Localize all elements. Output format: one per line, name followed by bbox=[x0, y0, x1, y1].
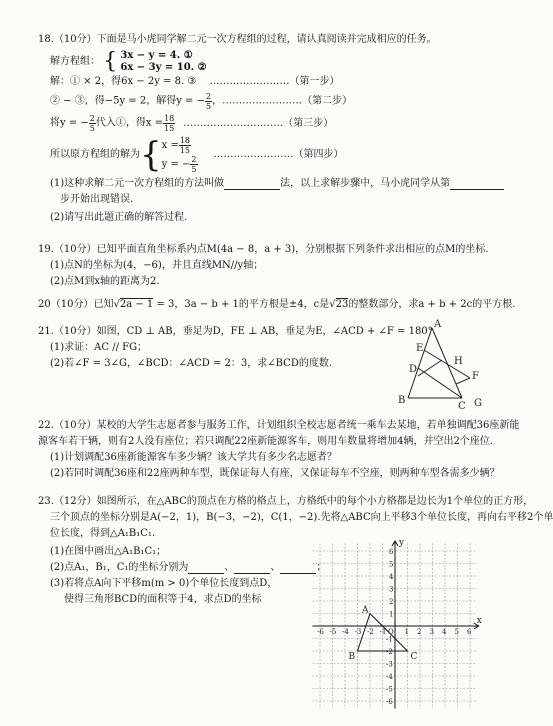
q18-step4-text: 所以原方程组的解为 bbox=[50, 149, 140, 160]
x-tick-label: 3 bbox=[429, 628, 434, 636]
sqrt-icon: √ bbox=[113, 299, 120, 310]
fig-label-H: H bbox=[454, 356, 463, 367]
x-tick-label: 2 bbox=[417, 628, 422, 636]
y-tick-label: 5 bbox=[389, 560, 394, 569]
x-tick-label: -2 bbox=[367, 628, 374, 636]
q18-task1: (1)这种求解二元一次方程组的方法叫做 法，以上求解步骤中，马小虎同学从第 bbox=[50, 178, 504, 190]
q23-task2: (2)点A₁，B₁，C₁的坐标分别为 、 、 ； bbox=[50, 562, 327, 573]
q18-step3-text-a: 将y = − bbox=[50, 117, 89, 129]
x-tick-label: -6 bbox=[317, 628, 324, 636]
q23-line1: 23.（12分）如图所示，在△ABC的顶点在方格的格点上，方格纸中的每个小方格都是边长为1个单位的正方形， bbox=[38, 496, 534, 507]
q18-step3-text-b: 代入①，得x = bbox=[95, 117, 164, 129]
q19-task1: (1)点N的坐标为(4，−6)，并且直线MN//y轴； bbox=[50, 260, 264, 271]
answer-blank[interactable] bbox=[234, 573, 270, 574]
x-tick-label: -3 bbox=[354, 628, 362, 636]
y-tick-label: -3 bbox=[386, 660, 393, 669]
fig-label-D: D bbox=[409, 364, 418, 375]
q18-step2-tag: ，……………………（第二步） bbox=[212, 95, 353, 107]
x-tick-label: -1 bbox=[379, 628, 387, 636]
answer-blank[interactable] bbox=[224, 189, 280, 190]
q18-header: 18.（10分）下面是马小虎同学解二元一次方程组的过程，请认真阅读并完成相应的任务。 bbox=[38, 34, 437, 45]
fig-label-G: G bbox=[474, 398, 482, 409]
left-brace-icon: { bbox=[103, 49, 118, 74]
answer-blank[interactable] bbox=[188, 573, 224, 574]
q18-task1-cont: 步开始出现错误. bbox=[60, 194, 134, 205]
q18-step3-frac-x: $\frac{18}{15}$ bbox=[164, 114, 175, 133]
q18-step2-frac: $\frac{2}{5}$ bbox=[206, 92, 212, 111]
q18-eq2: 6x − 3y = 10. ② bbox=[120, 62, 207, 73]
q18-step3-frac-y: $\frac{2}{5}$ bbox=[89, 114, 95, 133]
q22-line2: 源客车若干辆，则有2人没有座位；若只调配22座新能源客车，则用车数量将增加4辆，并空出2个座位. bbox=[38, 436, 493, 447]
y-tick-label: 3 bbox=[389, 585, 394, 594]
point-label-A: A bbox=[362, 605, 369, 616]
x-tick-label: 6 bbox=[467, 628, 472, 636]
y-tick-label: -5 bbox=[386, 685, 393, 694]
q21-task2: (2)若∠F = 3∠G，∠BCD：∠ACD = 2：3，求∠BCD的度数. bbox=[50, 358, 333, 369]
q21-geometry-figure bbox=[396, 318, 496, 410]
x-axis-label: x bbox=[476, 616, 482, 626]
fig-label-A: A bbox=[434, 319, 442, 330]
q21-header: 21.（10分）如图，CD ⊥ AB，垂足为D，FE ⊥ AB，垂足为E，∠ACD + ∠F = 180°. bbox=[38, 326, 436, 337]
segment-EF bbox=[424, 350, 470, 378]
q18-step1-text: 解：① × 2，得6x − 2y = 8. ③ bbox=[50, 76, 197, 87]
q18-step4-tag: ……………………（第四步） bbox=[213, 149, 344, 160]
q23-task4: 使得三角形BCD的面积等于4，求点D的坐标 bbox=[64, 594, 262, 605]
fig-label-E: E bbox=[416, 343, 424, 354]
x-tick-label: 1 bbox=[404, 628, 409, 636]
q18-step2-text: ② − ③，得−5y = 2，解得y = − bbox=[50, 95, 205, 107]
q22-task1: (1)计划调配36座新能源客车多少辆？该大学共有多少名志愿者？ bbox=[50, 452, 337, 463]
q18-system bbox=[50, 50, 207, 74]
y-tick-label: 2 bbox=[389, 598, 394, 606]
q23-task1: (1)在图中画出△A₁B₁C₁； bbox=[50, 546, 167, 557]
q18-system-label: 解方程组： bbox=[50, 56, 100, 67]
q18-step3 bbox=[50, 114, 333, 136]
fig-label-F: F bbox=[472, 371, 479, 382]
y-tick-label: -6 bbox=[386, 698, 393, 706]
left-brace-icon: { bbox=[140, 135, 162, 175]
x-tick-label: -5 bbox=[329, 628, 337, 636]
fig-label-C: C bbox=[458, 401, 466, 412]
q19-header: 19.（10分）已知平面直角坐标系内点M(4a − 8，a + 3)，分别根据下列条件求出相应的点M的坐标. bbox=[38, 244, 489, 255]
y-tick-label: 4 bbox=[389, 573, 394, 581]
point-label-B: B bbox=[348, 652, 356, 662]
q22-line1: 22.（10分）某校的大学生志愿者参与服务工作，计划组织全校志愿者统一乘车去某地，若单独调配36座新能 bbox=[38, 420, 520, 431]
q18-eq1: 3x − y = 4. ① bbox=[120, 50, 193, 61]
y-tick-label: -2 bbox=[386, 648, 393, 656]
y-axis-label: y bbox=[399, 538, 405, 548]
origin-label: O bbox=[388, 628, 394, 636]
x-tick-label: -4 bbox=[342, 628, 349, 636]
q18-step4: 所以原方程组的解为{ x = $\frac{18}{15}$ y = − $\frac{2}{5}$ ……………………（第四步） bbox=[50, 135, 344, 175]
segment-DH bbox=[418, 360, 442, 376]
q18-step3-tag: …………………………（第三步） bbox=[183, 117, 334, 129]
q23-coordinate-grid bbox=[310, 534, 480, 720]
q23-line2: 三个顶点的坐标分别是A(−2，1)，B(−3，−2)，C(1，−2).先将△ABC向上平移3个单位长度，再向右平移2个单 bbox=[50, 512, 553, 523]
segment-FG bbox=[456, 378, 470, 384]
q23-task3: (3)若将点A向下平移m(m > 0)个单位长度到点D， bbox=[50, 578, 278, 589]
y-tick-label: -4 bbox=[386, 673, 393, 681]
q18-task2: (2)请写出此题正确的解答过程. bbox=[50, 212, 188, 223]
q23-line3: 位长度，得到△A₁B₁C₁. bbox=[50, 528, 156, 539]
point-label-C: C bbox=[410, 652, 418, 662]
q22-task2: (2)若同时调配36座和22座两种车型，既保证每人有座，又保证每车不空座，则两种车型各需多少辆？ bbox=[50, 468, 500, 479]
y-tick-label: 1 bbox=[389, 610, 394, 619]
y-tick-label: -1 bbox=[386, 635, 393, 644]
y-tick-label: 6 bbox=[389, 548, 394, 556]
q18-step1-tag: ……………………（第一步） bbox=[209, 76, 340, 87]
q19-task2: (2)点M到x轴的距离为2. bbox=[50, 276, 160, 287]
fig-label-B: B bbox=[398, 395, 406, 406]
segment-AB bbox=[408, 328, 432, 398]
x-tick-label: 5 bbox=[454, 628, 459, 636]
sqrt-icon: √ bbox=[329, 299, 336, 310]
q18-step1 bbox=[50, 76, 339, 88]
q18-step2 bbox=[50, 92, 352, 114]
q21-task1: (1)求证：AC // FG； bbox=[50, 342, 148, 353]
answer-blank[interactable] bbox=[450, 189, 504, 190]
q20-line: 20（10分）已知√2a − 1 = 3，3a − b + 1的平方根是±4，c是√23的整数部分，求a + b + 2c的平方根. bbox=[38, 299, 516, 310]
x-tick-label: 4 bbox=[442, 628, 447, 636]
